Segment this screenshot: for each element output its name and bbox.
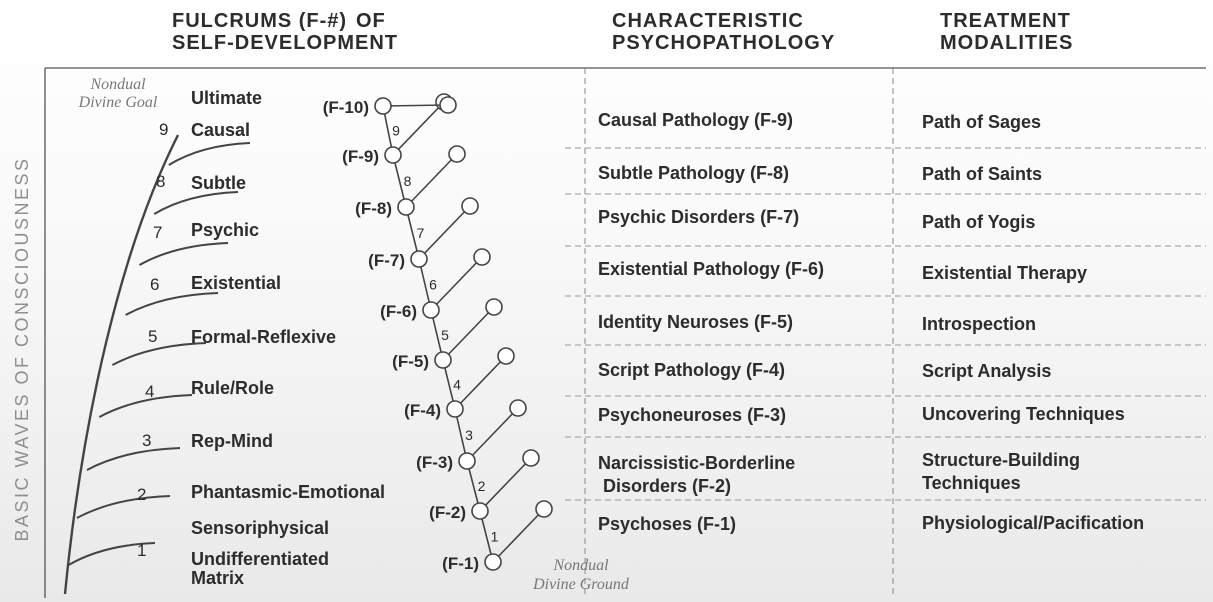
stem-number-5: 5: [441, 327, 449, 343]
treatment-row-7: Uncovering Techniques: [922, 404, 1125, 424]
wave-branch-3: [87, 448, 180, 470]
wave-number-7: 6: [150, 275, 160, 294]
wave-label-1-line2: Matrix: [191, 568, 245, 588]
wave-number-4: 3: [142, 431, 152, 450]
fulcrum-label-1: (F-1): [442, 554, 479, 573]
stem-number-7: 7: [416, 225, 425, 241]
fulcrum-branch-1: [490, 509, 544, 562]
treatment-row-9: Physiological/Pacification: [922, 513, 1145, 533]
header-fulcrums-line1: FULCRUMS (F-#): [172, 10, 348, 32]
wave-number-9: 8: [156, 172, 166, 191]
wave-number-1: 1: [137, 541, 147, 560]
fulcrum-node-1: [485, 554, 501, 570]
basic-waves-axis-label: BASIC WAVES OF CONSCIOUSNESS: [12, 156, 32, 542]
wave-label-7: Existential: [191, 273, 282, 293]
wave-number-3: 2: [137, 485, 147, 504]
psychopathology-row-3: Psychic Disorders (F-7): [598, 207, 800, 227]
fulcrum-branch-circle-6: [474, 249, 490, 265]
psychopathology-row-6: Script Pathology (F-4): [598, 360, 786, 380]
fulcrum-branch-circle-3: [510, 400, 526, 416]
treatment-row-6: Script Analysis: [922, 361, 1052, 381]
fulcrum-node-2: [472, 503, 488, 519]
psychopathology-row-4: Existential Pathology (F-6): [598, 259, 825, 279]
fulcrum-branch-10: [383, 105, 448, 106]
fulcrum-node-7: [411, 251, 427, 267]
fulcrum-branch-4: [455, 356, 506, 409]
wave-branch-2: [77, 496, 170, 518]
wave-label-5: Rule/Role: [191, 378, 275, 398]
psychopathology-row-8: Narcissistic-Borderline: [598, 453, 796, 473]
treatment-row-8-line2: Techniques: [922, 473, 1021, 493]
nondual-ground-line2: Divine Ground: [533, 576, 629, 593]
wave-label-1: Undifferentiated: [191, 549, 330, 569]
wave-label-11: Ultimate: [191, 88, 263, 108]
fulcrum-label-5: (F-5): [392, 352, 429, 371]
wave-branch-8: [154, 192, 238, 214]
fulcrum-branch-circle-1: [536, 501, 552, 517]
fulcrum-branch-circle-7: [462, 198, 478, 214]
fulcrum-node-8: [398, 199, 414, 215]
nondual-goal-line2: Divine Goal: [78, 94, 158, 111]
stem-number-2: 2: [477, 478, 486, 494]
wave-number-5: 4: [145, 382, 155, 401]
stem-number-9: 9: [392, 122, 400, 139]
stem-number-3: 3: [465, 427, 473, 443]
fulcrum-node-10: [375, 98, 391, 114]
treatment-row-3: Path of Yogis: [922, 212, 1036, 232]
treatment-row-1: Path of Sages: [922, 112, 1042, 132]
fulcrum-node-4: [447, 401, 463, 417]
treatment-row-4: Existential Therapy: [922, 263, 1088, 283]
main-spine-curve: [65, 135, 178, 594]
fulcrum-branch-6: [431, 257, 482, 310]
header-treatment-line2: MODALITIES: [940, 32, 1074, 54]
fulcrum-label-3: (F-3): [416, 453, 453, 472]
fulcrum-branch-circle-5: [486, 299, 502, 315]
fulcrum-branch-3: [467, 408, 518, 461]
fulcrum-branch-circle-2: [523, 450, 539, 466]
fulcrum-branch-2: [477, 458, 531, 511]
fulcrum-node-5: [435, 352, 451, 368]
wave-label-9: Subtle: [191, 173, 247, 193]
header-fulcrums-of-word: OF: [356, 10, 386, 32]
psychopathology-row-2: Subtle Pathology (F-8): [598, 163, 789, 183]
psychopathology-row-1: Causal Pathology (F-9): [598, 110, 794, 130]
fulcrum-node-6: [423, 302, 439, 318]
fulcrum-label-10: (F-10): [322, 98, 369, 117]
stem-number-6: 6: [429, 276, 437, 293]
wave-branch-7: [140, 243, 229, 265]
wave-label-3: Phantasmic-Emotional: [191, 482, 386, 502]
wave-number-8: 7: [153, 223, 163, 242]
fulcrum-label-2: (F-2): [429, 503, 466, 522]
treatment-row-5: Introspection: [922, 314, 1037, 334]
header-treatment-line1: TREATMENT: [940, 10, 1071, 32]
wave-label-4: Rep-Mind: [191, 431, 273, 451]
stem-number-1: 1: [490, 528, 499, 545]
fulcrum-label-6: (F-6): [380, 302, 417, 321]
wave-label-8: Psychic: [191, 220, 260, 240]
treatment-row-2: Path of Saints: [922, 164, 1043, 184]
wave-branch-9: [169, 143, 250, 165]
wave-label-10: Causal: [191, 120, 251, 140]
treatment-row-8: Structure-Building: [922, 450, 1080, 470]
fulcrum-branch-8: [403, 154, 457, 207]
fulcrum-label-7: (F-7): [368, 251, 405, 270]
wave-branch-6: [126, 293, 218, 315]
fulcrum-branch-9: [393, 102, 444, 155]
stem-number-4: 4: [453, 376, 461, 393]
header-psychopathology-line2: PSYCHOPATHOLOGY: [612, 32, 836, 54]
fulcrum-branch-7: [416, 206, 470, 259]
fulcrum-node-9: [385, 147, 401, 163]
header-fulcrums-line2: SELF-DEVELOPMENT: [172, 32, 399, 54]
psychopathology-row-8-line2: Disorders (F-2): [598, 476, 732, 496]
fulcrum-label-9: (F-9): [342, 147, 379, 166]
wave-number-6: 5: [148, 327, 158, 346]
psychopathology-row-9: Psychoses (F-1): [598, 514, 737, 534]
wave-label-2: Sensoriphysical: [191, 518, 330, 538]
fulcrum-branch-5: [443, 307, 494, 360]
nondual-goal-line1: Nondual: [90, 76, 146, 93]
fulcrum-branch-circle-10: [440, 97, 456, 113]
fulcrum-label-4: (F-4): [404, 401, 441, 420]
fulcrum-branch-circle-4: [498, 348, 514, 364]
wave-number-10: 9: [159, 120, 169, 139]
fulcrum-branch-circle-8: [449, 146, 465, 162]
psychopathology-row-5: Identity Neuroses (F-5): [598, 312, 794, 332]
nondual-ground-line1: Nondual: [553, 557, 609, 574]
header-psychopathology-line1: CHARACTERISTIC: [612, 10, 804, 32]
psychopathology-row-7: Psychoneuroses (F-3): [598, 405, 787, 425]
wave-label-6: Formal-Reflexive: [191, 327, 337, 347]
stem-number-8: 8: [403, 173, 412, 189]
fulcrum-node-3: [459, 453, 475, 469]
fulcrum-label-8: (F-8): [355, 199, 392, 218]
